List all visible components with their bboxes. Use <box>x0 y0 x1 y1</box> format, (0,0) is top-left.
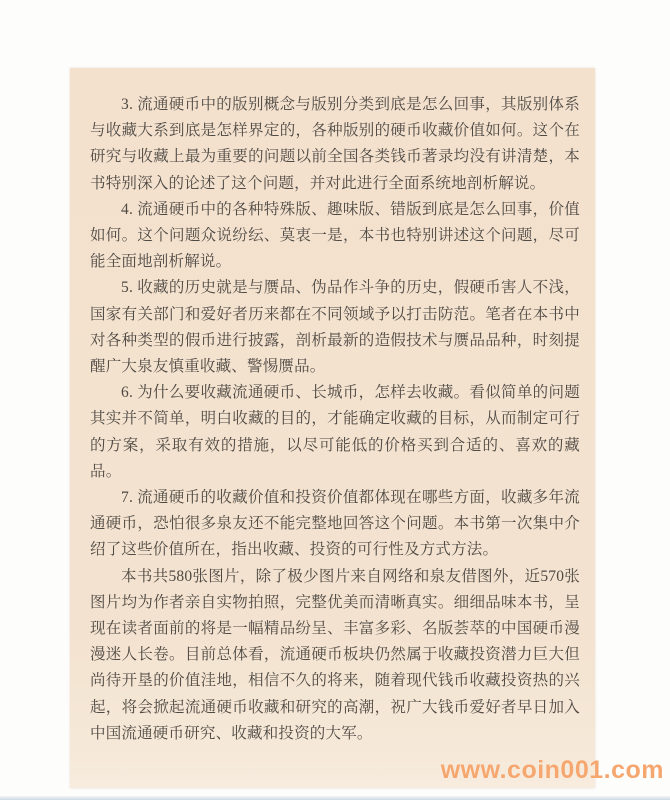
paragraph-item-3: 3. 流通硬币中的版别概念与版别分类到底是怎么回事，其版别体系与收藏大系到底是怎样界定的，各种版别的硬币收藏价值如何。这个在研究与收藏上最为重要的问题以前全国各类钱币著录均没有讲清楚，本书特别深入的论述了这个问题，并对此进行全面系统地剖析解说。 <box>90 96 580 192</box>
paragraph-item-7: 7. 流通硬币的收藏价值和投资价值都体现在哪些方面，收藏多年流通硬币，恐怕很多泉友还不能完整地回答这个问题。本书第一次集中介绍了这些价值所在，指出收藏、投资的可行性及方式方法。 <box>90 489 580 559</box>
paragraph-closing: 本书共580张图片，除了极少图片来自网络和泉友借图外，近570张图片均为作者亲自实物拍照，完整优美而清晰真实。细细品味本书，呈现在读者面前的将是一幅精品纷呈、丰富多彩、名版荟萃的中国硬币漫漫迷人长卷。目前总体看，流通硬币板块仍然属于收藏投资潜力巨大但尚待开垦的价值洼地，相信不久的将来，随着现代钱币收藏投资热的兴起，将会掀起流通硬币收藏和研究的高潮，祝广大钱币爱好者早日加入中国流通硬币研究、收藏和投资的大军。 <box>90 567 580 742</box>
site-watermark: www.coin001.com <box>440 756 664 784</box>
paragraph-item-5: 5. 收藏的历史就是与赝品、伪品作斗争的历史，假硬币害人不浅，国家有关部门和爱好者历来都在不同领域予以打击防范。笔者在本书中对各种类型的假币进行披露，剖析最新的造假技术与赝品品种，时刻提醒广大泉友慎重收藏、警惕赝品。 <box>90 279 580 376</box>
window-bottom-edge <box>0 796 670 800</box>
scanned-book-page <box>70 68 595 788</box>
paragraph-item-6: 6. 为什么要收藏流通硬币、长城币，怎样去收藏。看似简单的问题其实并不简单，明白收藏的目的，才能确定收藏的目标，从而制定可行的方案，采取有效的措施，以尽可能低的价格买到合适的、喜欢的藏品。 <box>90 384 580 480</box>
page-text-block <box>90 92 580 747</box>
paragraph-item-4: 4. 流通硬币中的各种特殊版、趣味版、错版到底是怎么回事，价值如何。这个问题众说纷纭、莫衷一是，本书也特别讲述这个问题，尽可能全面地剖析解说。 <box>90 200 580 271</box>
